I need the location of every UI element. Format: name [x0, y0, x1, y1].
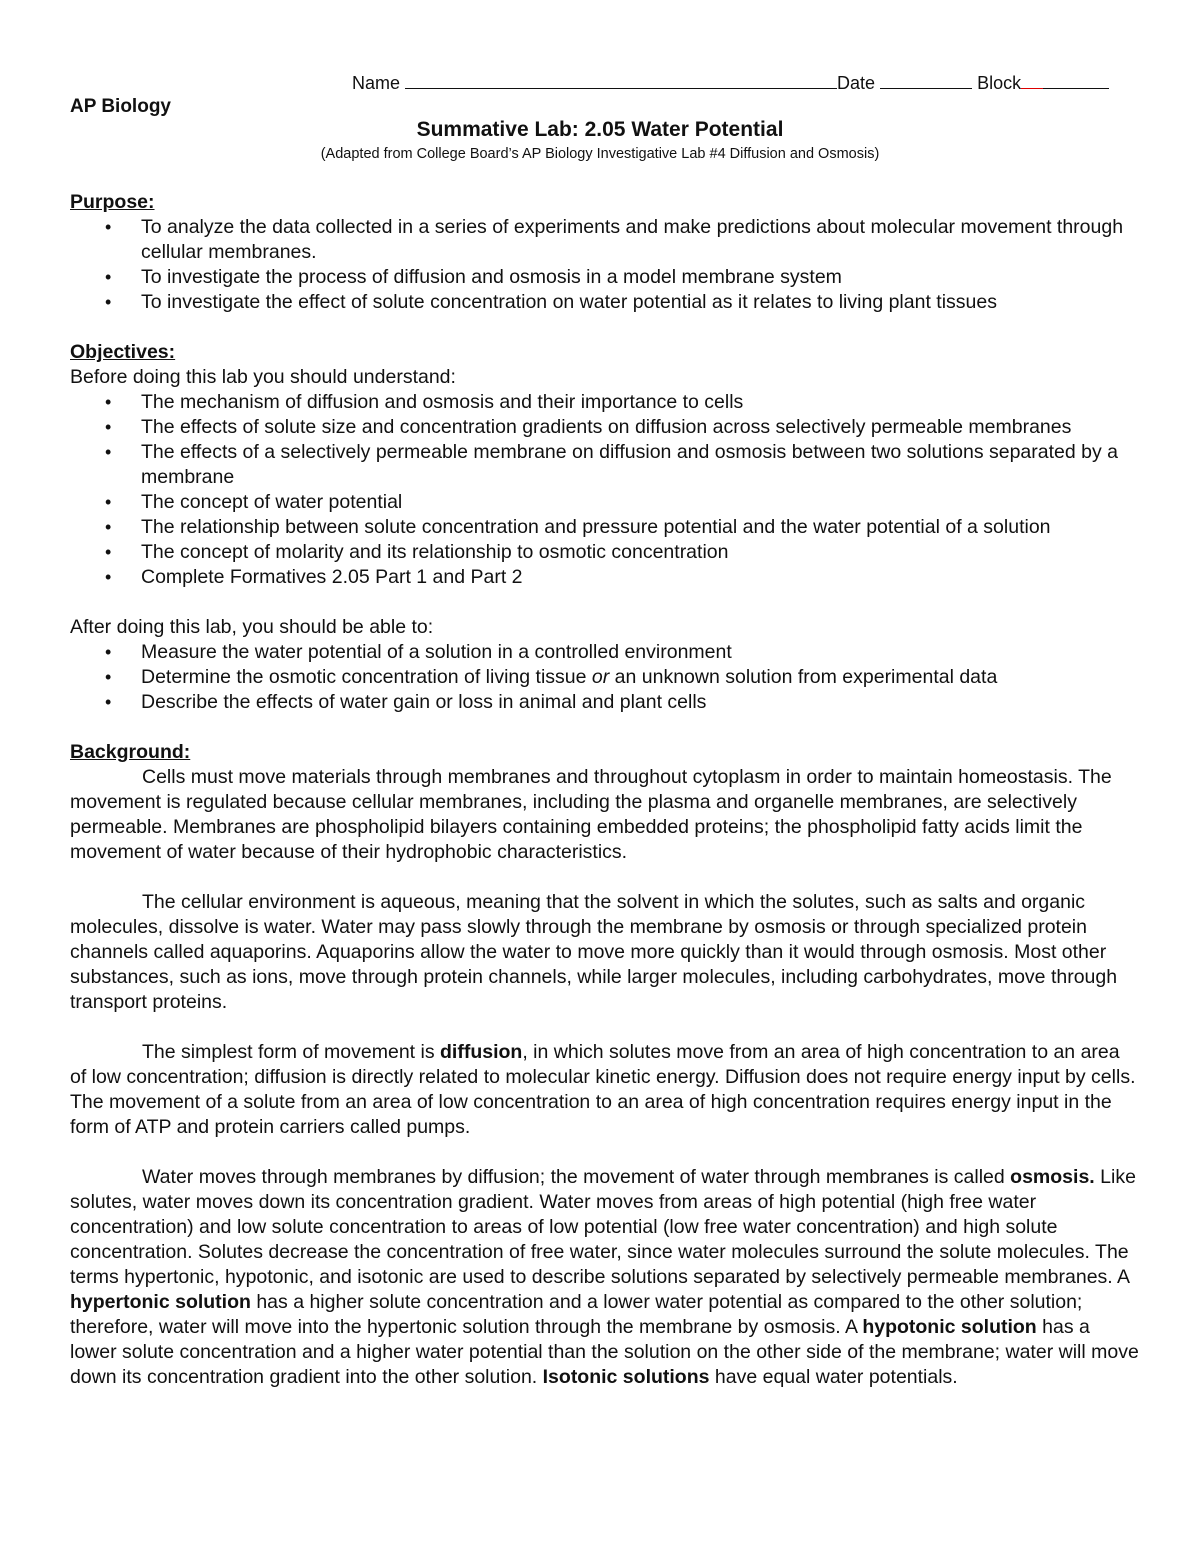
purpose-list	[70, 215, 1140, 315]
background-paragraph-2: The cellular environment is aqueous, meaning that the solvent in which the solutes, such as salts and organic molecules, dissolve is water. Water may pass slowly through the membrane by osmosis or through specialized protein channels called aquaporins. Aquaporins allow the water to move more quickly than it would through osmosis. Most other substances, such as ions, move through protein channels, while larger molecules, including carbohydrates, move through transport proteins.	[70, 891, 1118, 1013]
background-paragraph-3	[70, 1040, 1140, 1140]
term-diffusion: diffusion	[440, 1041, 523, 1063]
list-item: • Describe the effects of water gain or loss in animal and plant cells	[141, 690, 1140, 715]
text-run: The simplest form of movement is	[142, 1041, 441, 1063]
purpose-heading: Purpose:	[70, 191, 155, 213]
list-item: • Complete Formatives 2.05 Part 1 and Part 2	[141, 565, 1140, 590]
text-run: has a lower solute concentration and a higher water potential than the solution on the other side of the membrane; water will move down its concentration gradient into the other solution.	[70, 1316, 1139, 1388]
name-label: Name	[352, 73, 401, 93]
text-run: Water moves through membranes by diffusion; the movement of water through membranes is called	[142, 1166, 1011, 1188]
block-field[interactable]	[1043, 70, 1109, 89]
text-run-italic: or	[591, 666, 610, 688]
term-isotonic: Isotonic solutions	[542, 1366, 710, 1388]
list-item: • To investigate the effect of solute concentration on water potential as it relates to living plant tissues	[141, 290, 1140, 315]
text-run: , in which solutes move from an area of high concentration to an area of low concentration; diffusion is directly related to molecular kinetic energy. Diffusion does not require energy input by cells. The movement of a solute from an area of low concentration to an area of high concentration requires energy input in the form of ATP and protein carriers called pumps.	[70, 1041, 1136, 1138]
list-item: • The effects of solute size and concentration gradients on diffusion across selectively permeable membranes	[141, 415, 1140, 440]
page-subtitle: (Adapted from College Board’s AP Biology Investigative Lab #4 Diffusion and Osmosis)	[320, 146, 880, 162]
list-item: • To analyze the data collected in a series of experiments and make predictions about molecular movement through cellular membranes.	[141, 215, 1140, 265]
course-name: AP Biology	[70, 96, 171, 117]
background-paragraph-4	[70, 1165, 1140, 1390]
objectives-heading: Objectives:	[70, 341, 176, 363]
term-osmosis: osmosis.	[1010, 1166, 1095, 1188]
list-item: • Measure the water potential of a solution in a controlled environment	[141, 640, 1140, 665]
after-intro: After doing this lab, you should be able to:	[70, 616, 434, 638]
header-fields	[352, 70, 1109, 94]
text-run: has a higher solute concentration and a lower water potential as compared to the other solution; therefore, water will move into the hypertonic solution through the membrane by osmosis. A	[70, 1291, 1083, 1338]
list-item: • To investigate the process of diffusion and osmosis in a model membrane system	[141, 265, 1140, 290]
document-body	[70, 190, 1140, 1390]
text-run: Like solutes, water moves down its concentration gradient. Water moves from areas of high potential (high free water concentration) and low solute concentration to areas of low potential (low free water concentration) and high solute concentration. Solutes decrease the concentration of free water, since water molecules surround the solute molecules. The terms hypertonic, hypotonic, and isotonic are used to describe solutions separated by selectively permeable membranes. A	[70, 1166, 1136, 1288]
date-field[interactable]	[880, 70, 972, 89]
list-item: • The concept of molarity and its relationship to osmotic concentration	[141, 540, 1140, 565]
list-item: • The effects of a selectively permeable membrane on diffusion and osmosis between two solutions separated by a membrane	[141, 440, 1140, 490]
term-hypotonic: hypotonic solution	[862, 1316, 1037, 1338]
objectives-list	[70, 390, 1140, 590]
block-label: Block	[977, 73, 1022, 93]
background-paragraph-1: Cells must move materials through membranes and throughout cytoplasm in order to maintain homeostasis. The movement is regulated because cellular membranes, including the plasma and organelle membranes, are selectively permeable. Membranes are phospholipid bilayers containing embedded proteins; the phospholipid fatty acids limit the movement of water because of their hydrophobic characteristics.	[70, 766, 1112, 863]
text-run: have equal water potentials.	[709, 1366, 958, 1388]
list-item: • The concept of water potential	[141, 490, 1140, 515]
page-title: Summative Lab: 2.05 Water Potential	[416, 118, 784, 141]
list-item	[141, 665, 1140, 690]
name-field[interactable]	[405, 70, 837, 89]
text-run: an unknown solution from experimental data	[609, 666, 998, 688]
block-field-marker	[1021, 70, 1043, 89]
after-list	[70, 640, 1140, 715]
date-label: Date	[837, 73, 876, 93]
term-hypertonic: hypertonic solution	[70, 1291, 251, 1313]
objectives-intro: Before doing this lab you should understand:	[70, 366, 456, 388]
list-item: • The mechanism of diffusion and osmosis and their importance to cells	[141, 390, 1140, 415]
background-heading: Background:	[70, 741, 191, 763]
list-item: • The relationship between solute concentration and pressure potential and the water potential of a solution	[141, 515, 1140, 540]
text-run: Determine the osmotic concentration of living tissue	[141, 666, 592, 688]
